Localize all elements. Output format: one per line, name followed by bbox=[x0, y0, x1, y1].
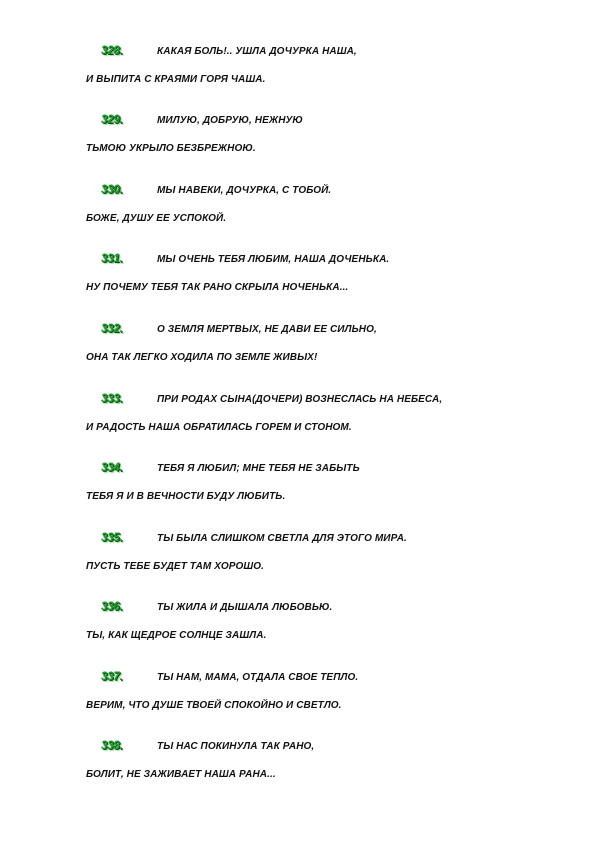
entry-line-2: ТЫ, КАК ЩЕДРОЕ СОЛНЦЕ ЗАШЛА. bbox=[86, 630, 267, 641]
epitaph-entry bbox=[0, 184, 595, 254]
epitaph-entry bbox=[0, 671, 595, 741]
entry-line-2: ТЬМОЮ УКРЫЛО БЕЗБРЕЖНОЮ. bbox=[86, 143, 256, 154]
entry-number: 331. bbox=[101, 253, 123, 265]
entry-line-2: И ВЫПИТА С КРАЯМИ ГОРЯ ЧАША. bbox=[86, 74, 266, 85]
entry-number: 328. bbox=[101, 45, 123, 57]
entry-line-1: ТЫ ЖИЛА И ДЫШАЛА ЛЮБОВЬЮ. bbox=[157, 602, 333, 613]
epitaph-entry bbox=[0, 601, 595, 671]
entry-number: 333. bbox=[101, 393, 123, 405]
entry-number: 337. bbox=[101, 671, 123, 683]
entry-line-1: МЫ НАВЕКИ, ДОЧУРКА, С ТОБОЙ. bbox=[157, 185, 332, 196]
entry-number: 334. bbox=[101, 462, 123, 474]
entry-line-1: ТЫ НАМ, МАМА, ОТДАЛА СВОЕ ТЕПЛО. bbox=[157, 672, 359, 683]
epitaph-entry bbox=[0, 45, 595, 115]
entry-number: 330. bbox=[101, 184, 123, 196]
entry-line-1: МИЛУЮ, ДОБРУЮ, НЕЖНУЮ bbox=[157, 115, 303, 126]
entry-line-2: И РАДОСТЬ НАША ОБРАТИЛАСЬ ГОРЕМ И СТОНОМ. bbox=[86, 422, 352, 433]
entry-number: 329. bbox=[101, 114, 123, 126]
epitaph-entry bbox=[0, 393, 595, 463]
epitaph-entry bbox=[0, 740, 595, 810]
entry-number: 336. bbox=[101, 601, 123, 613]
entry-line-1: ТЫ БЫЛА СЛИШКОМ СВЕТЛА ДЛЯ ЭТОГО МИРА. bbox=[157, 533, 407, 544]
entry-line-2: ПУСТЬ ТЕБЕ БУДЕТ ТАМ ХОРОШО. bbox=[86, 561, 265, 572]
entry-line-2: ВЕРИМ, ЧТО ДУШЕ ТВОЕЙ СПОКОЙНО И СВЕТЛО. bbox=[86, 700, 342, 711]
entry-line-2: ТЕБЯ Я И В ВЕЧНОСТИ БУДУ ЛЮБИТЬ. bbox=[86, 491, 286, 502]
entry-line-1: О ЗЕМЛЯ МЕРТВЫХ, НЕ ДАВИ ЕЕ СИЛЬНО, bbox=[157, 324, 377, 335]
entry-number: 332. bbox=[101, 323, 123, 335]
entry-line-1: ТЫ НАС ПОКИНУЛА ТАК РАНО, bbox=[157, 741, 315, 752]
epitaph-entry bbox=[0, 462, 595, 532]
entry-number: 335. bbox=[101, 532, 123, 544]
entry-line-2: ОНА ТАК ЛЕГКО ХОДИЛА ПО ЗЕМЛЕ ЖИВЫХ! bbox=[86, 352, 318, 363]
entry-line-2: БОЛИТ, НЕ ЗАЖИВАЕТ НАША РАНА... bbox=[86, 769, 276, 780]
entry-line-2: НУ ПОЧЕМУ ТЕБЯ ТАК РАНО СКРЫЛА НОЧЕНЬКА... bbox=[86, 282, 349, 293]
entry-line-1: ПРИ РОДАХ СЫНА(ДОЧЕРИ) ВОЗНЕСЛАСЬ НА НЕБЕСА, bbox=[157, 394, 443, 405]
entry-number: 338. bbox=[101, 740, 123, 752]
epitaph-entry bbox=[0, 114, 595, 184]
entry-line-1: ТЕБЯ Я ЛЮБИЛ; МНЕ ТЕБЯ НЕ ЗАБЫТЬ bbox=[157, 463, 360, 474]
entry-line-2: БОЖЕ, ДУШУ ЕЕ УСПОКОЙ. bbox=[86, 213, 227, 224]
epitaph-entry bbox=[0, 253, 595, 323]
epitaph-entry bbox=[0, 532, 595, 602]
epitaph-entry bbox=[0, 323, 595, 393]
entry-line-1: КАКАЯ БОЛЬ!.. УШЛА ДОЧУРКА НАША, bbox=[157, 46, 357, 57]
entry-line-1: МЫ ОЧЕНЬ ТЕБЯ ЛЮБИМ, НАША ДОЧЕНЬКА. bbox=[157, 254, 390, 265]
